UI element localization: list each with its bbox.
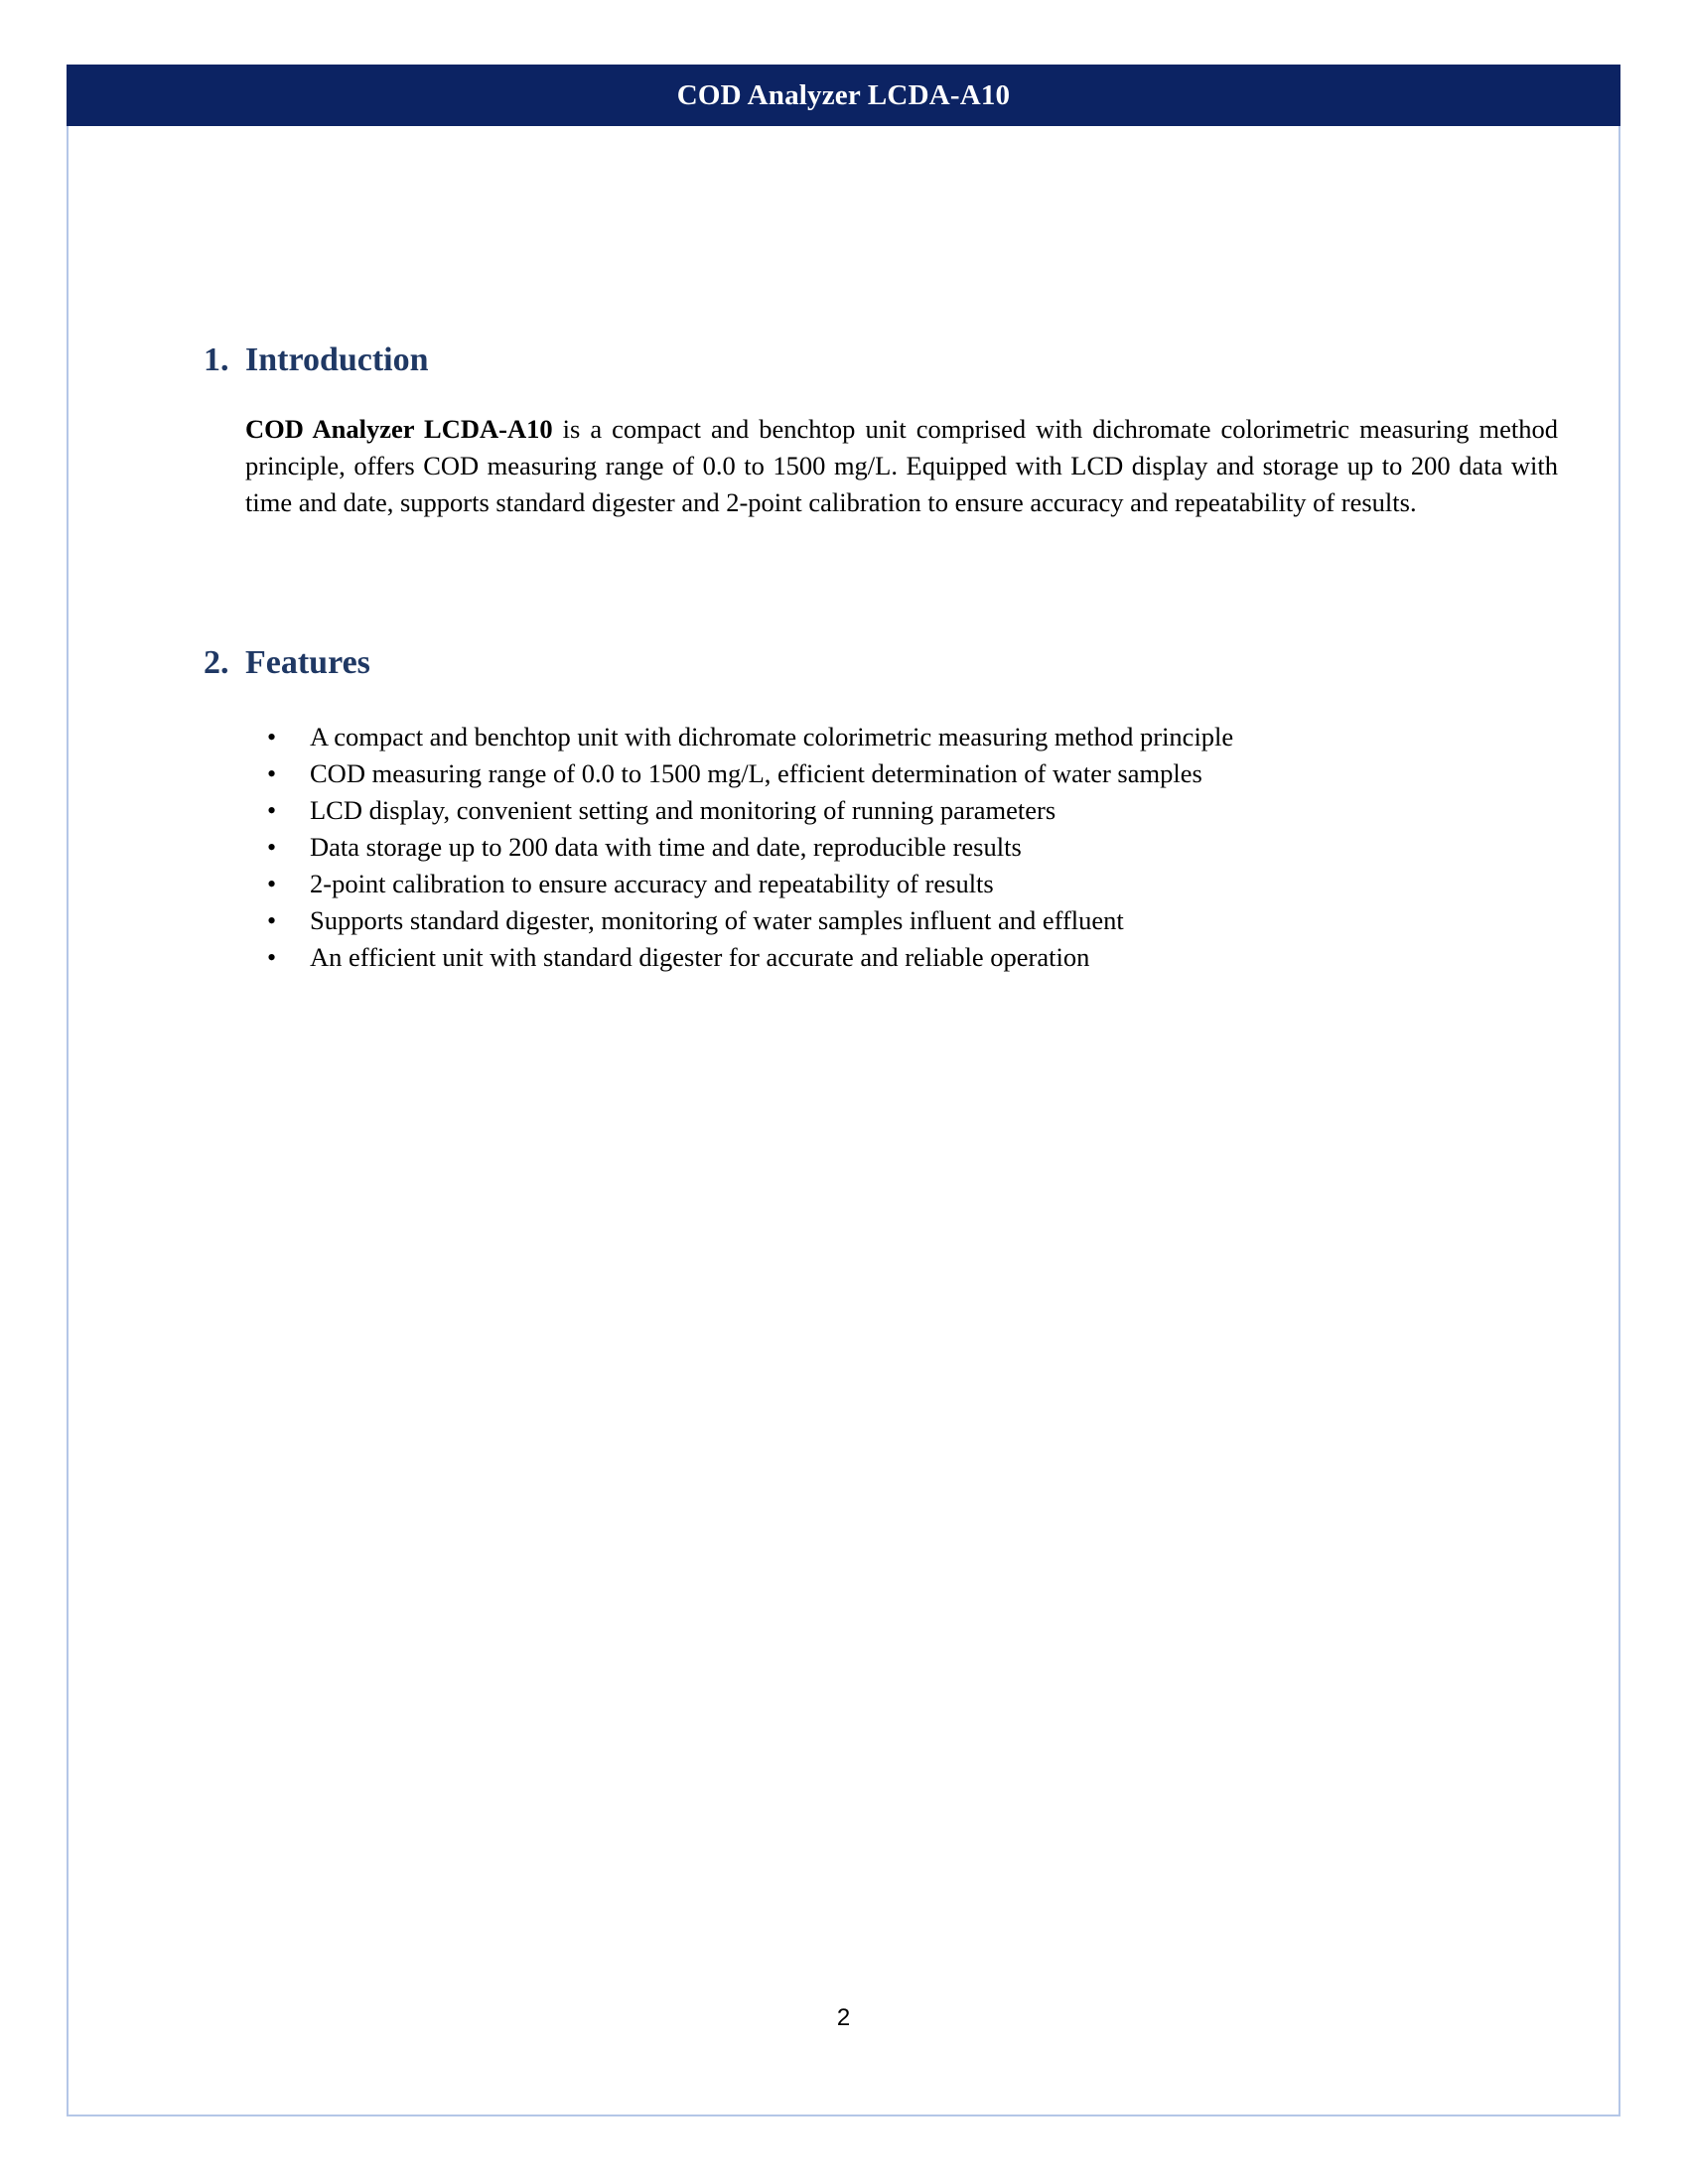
section-introduction-title: Introduction [245,341,429,378]
section-features-number: 2. [204,644,229,681]
list-item-label: 2-point calibration to ensure accuracy and repeatability of results [310,869,994,898]
section-introduction [204,341,1494,379]
section-features-heading [204,644,1494,682]
list-item [245,792,1558,829]
bullet-icon: • [267,833,277,862]
bullet-icon: • [267,759,277,788]
page-content [69,128,1618,2115]
page-number: 2 [836,2004,851,2031]
list-item-label: Supports standard digester, monitoring of water samples influent and effluent [310,905,1124,935]
list-item [245,939,1558,976]
bullet-icon: • [267,943,277,972]
section-features-title: Features [245,644,370,681]
section-introduction-heading [204,341,1494,379]
introduction-paragraph-body: is a compact and benchtop unit comprised with dichromate colorimetric measuring method principle, offers COD measuring range of 0.0 to 1500 mg/L. Equipped with LCD display and storage up to 200 data with time and date, supports standard digester and 2-point calibration to ensure accuracy and repeatability of results. [245,414,1558,517]
list-item [245,866,1558,902]
section-features [204,644,1494,682]
list-item-label: Data storage up to 200 data with time and date, reproducible results [310,832,1022,862]
list-item-label: An efficient unit with standard digester for accurate and reliable operation [310,942,1090,972]
list-item [245,755,1558,792]
bullet-icon: • [267,796,277,825]
list-item [245,829,1558,866]
list-item-label: LCD display, convenient setting and monitoring of running parameters [310,795,1056,825]
bullet-icon: • [267,906,277,935]
introduction-paragraph-lead: COD Analyzer LCDA-A10 [245,414,553,444]
features-bullet-list [245,719,1558,976]
list-item [245,719,1558,755]
page-header-title: COD Analyzer LCDA-A10 [676,78,1011,111]
list-item-label: A compact and benchtop unit with dichromate colorimetric measuring method principle [310,722,1234,751]
list-item-label: COD measuring range of 0.0 to 1500 mg/L, efficient determination of water samples [310,758,1202,788]
page-header-bar [67,65,1620,126]
list-item [245,902,1558,939]
bullet-icon: • [267,870,277,898]
bullet-icon: • [267,723,277,751]
introduction-paragraph [245,411,1558,521]
section-introduction-number: 1. [204,341,229,378]
document-page [67,65,1620,2116]
